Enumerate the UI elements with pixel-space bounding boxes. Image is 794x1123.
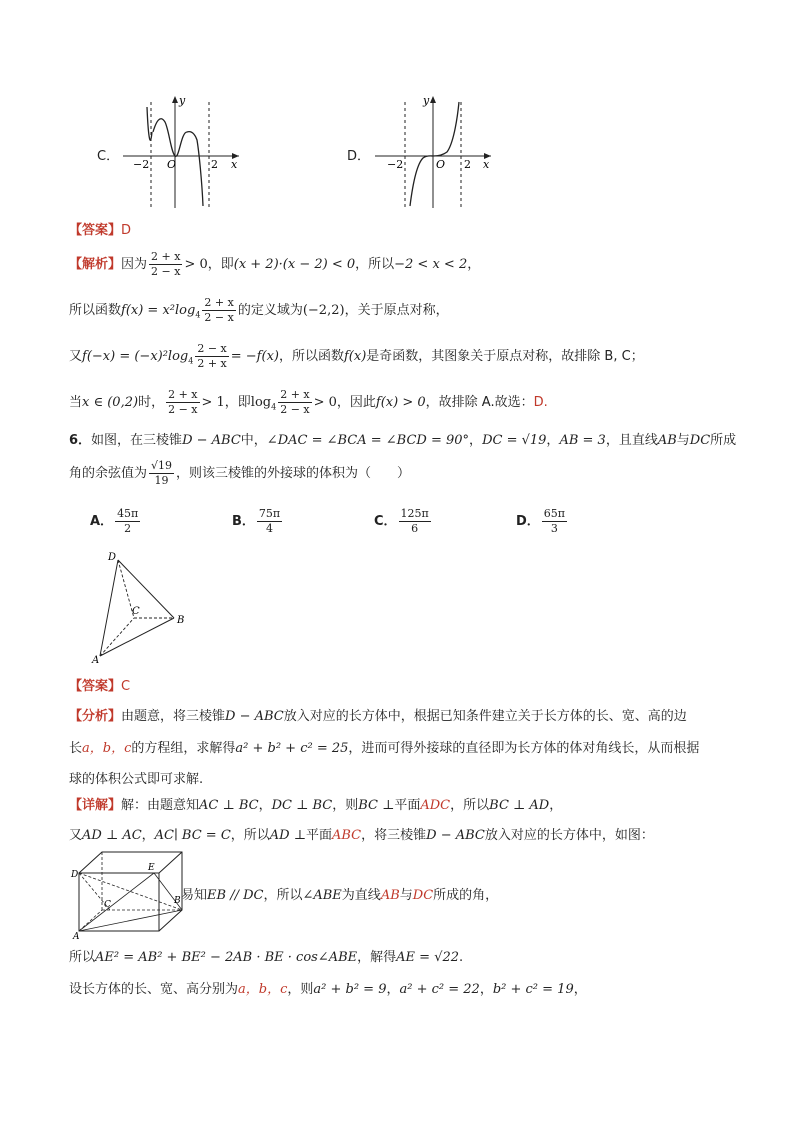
text: 如图，在三棱锥 (91, 433, 183, 448)
math: AE² = AB² + BE² − 2AB · BE · cos∠ABE (95, 950, 358, 965)
text: 中， (240, 433, 267, 448)
graph-d-origin-label: O (436, 158, 446, 171)
fraction-den: 19 (154, 474, 169, 487)
q6-option-b[interactable] (232, 507, 284, 536)
text: 又 (69, 828, 83, 843)
math: EB // DC (207, 888, 264, 903)
math: f(x) (344, 349, 367, 364)
text: 放入对应的长方体中，如图： (484, 828, 654, 843)
option-label: B． (232, 514, 255, 529)
vertex-b-label: B (177, 615, 185, 626)
q6-xiangjie-line-3 (181, 884, 498, 903)
fraction-num: 2 + x (280, 388, 310, 401)
graph-d (367, 92, 497, 212)
text: 又 (69, 349, 83, 364)
log-base: 4 (188, 356, 194, 366)
text: 易知 (181, 888, 208, 903)
fraction-den: 3 (550, 522, 558, 535)
math: a² + b² + c² = 25 (235, 741, 349, 756)
math: D − ABC (182, 433, 241, 448)
text: ， (467, 257, 481, 272)
graph-c-y-label: y (179, 94, 186, 107)
text: 的方程组，求解得 (131, 741, 236, 756)
fraction-den: 4 (266, 522, 274, 535)
text: ，所以函数 (278, 349, 344, 364)
option-label: C． (374, 514, 397, 529)
text: ，且直线 (605, 433, 658, 448)
text: ，则 (332, 798, 359, 813)
graph-c-minus2-label: −2 (133, 158, 150, 171)
q5-analysis-line-1 (69, 250, 480, 279)
q5-analysis-line-2 (69, 296, 449, 325)
text: ， (479, 982, 493, 997)
math: BC ⊥ (358, 798, 395, 813)
math: a² + b² = 9 (313, 982, 387, 997)
math: BC ⊥ AD (489, 798, 550, 813)
text: 是奇函数，其图象关于原点对称，故排除 B, C； (366, 349, 644, 364)
math: ABC (331, 828, 362, 843)
cuboid-a-label: A (73, 932, 80, 940)
text: ， (469, 433, 483, 448)
text: 长 (69, 741, 83, 756)
q6-fenxi-line-1 (69, 705, 687, 724)
fraction-num: 75π (258, 507, 281, 520)
fraction (166, 388, 199, 417)
text: ，所以 (230, 828, 270, 843)
text: 球的体积公式即可求解. (69, 772, 204, 787)
math: x ∈ (0,2) (82, 395, 139, 410)
text: ， (546, 433, 560, 448)
analysis-tag: 【解析】 (69, 257, 122, 272)
text: ， (549, 798, 563, 813)
q6-fenxi-line-3 (69, 768, 203, 787)
math: f(x) = x²log (121, 303, 196, 318)
math: AE = √22 (396, 950, 460, 965)
math: DC ⊥ BC (271, 798, 333, 813)
option-label: A． (90, 514, 114, 529)
option-d-label: D． (347, 149, 371, 164)
text: 为直线 (341, 888, 381, 903)
graph-c-origin-label: O (167, 158, 177, 171)
log-base: 4 (271, 402, 277, 412)
math: f(−x) = (−x)²log (82, 349, 189, 364)
fraction-num: 2 + x (151, 250, 181, 263)
text: 所以 (69, 950, 96, 965)
math: D − ABC (225, 709, 284, 724)
graph-d-x-label: x (483, 158, 490, 171)
math: a² + c² = 22 (399, 982, 480, 997)
text: 与 (399, 888, 413, 903)
option-value (399, 507, 431, 536)
q6-option-c[interactable] (374, 507, 433, 536)
fraction-num: 2 + x (204, 296, 234, 309)
answer-highlight: D. (533, 395, 548, 410)
graph-d-two-label: 2 (464, 158, 471, 171)
answer-tag: 【答案】 (69, 223, 122, 238)
cuboid-d-label: D (71, 870, 79, 880)
math: DC (412, 888, 434, 903)
q6-xiangjie-line-2 (69, 824, 654, 843)
fraction-num: √19 (151, 459, 173, 472)
math: a，b，c (82, 741, 132, 756)
q6-answer-line (69, 675, 130, 694)
answer-tag: 【答案】 (69, 679, 122, 694)
math: a，b，c (238, 982, 288, 997)
q6-xiangjie-line-4 (69, 946, 463, 965)
q6-xiangjie-line-1 (69, 794, 562, 813)
fraction-num: 45π (117, 507, 139, 520)
cuboid-e-label: E (148, 863, 155, 873)
text: ，关于原点对称， (344, 303, 449, 318)
log-base: 4 (195, 310, 201, 320)
text: 时， (138, 395, 165, 410)
vertex-c-label: C (132, 606, 140, 617)
text: ，所以 (263, 888, 303, 903)
math: AC∣ BC = C (154, 828, 231, 843)
math: AC ⊥ BC (199, 798, 259, 813)
text: 平面 (394, 798, 421, 813)
cuboid-c-label: C (104, 900, 111, 910)
math: f(x) > 0 (375, 395, 426, 410)
text: 因为 (121, 257, 148, 272)
cuboid-b-label: B (174, 896, 181, 906)
math: AD ⊥ (269, 828, 306, 843)
q6-option-d[interactable] (516, 507, 569, 536)
text: 解：由题意知 (121, 798, 200, 813)
text: ，所以 (355, 257, 395, 272)
question-number: 6． (69, 433, 92, 448)
fraction-den: 6 (411, 522, 419, 535)
graph-d-minus2-label: −2 (387, 158, 404, 171)
q5-analysis-line-4 (69, 388, 548, 417)
text: 由题意，将三棱锥 (121, 709, 226, 724)
text: > 0，即 (184, 257, 234, 272)
q5-answer-line (69, 219, 131, 238)
answer-value: C (121, 679, 131, 694)
graph-c-x-label: x (231, 158, 238, 171)
math: AD ⊥ AC (82, 828, 142, 843)
text: ，则该三棱锥的外接球的体积为（ ） (176, 466, 411, 481)
text: 所成 (710, 433, 737, 448)
fraction (278, 388, 311, 417)
math: > 1，即log (201, 395, 272, 410)
text: 当 (69, 395, 83, 410)
fraction-den: 2 + x (197, 357, 227, 370)
text: ， (141, 828, 155, 843)
text: ，将三棱锥 (361, 828, 427, 843)
option-c-label: C． (97, 149, 120, 164)
text: 所以函数 (69, 303, 122, 318)
graph-d-y-label: y (423, 94, 430, 107)
text: 的定义域为 (237, 303, 303, 318)
option-value (542, 507, 567, 536)
math: = −f(x) (230, 349, 279, 364)
text: ，故排除 A.故选： (425, 395, 534, 410)
graph-c (115, 92, 245, 212)
tetrahedron-figure (90, 548, 200, 668)
answer-value: D (121, 223, 132, 238)
vertex-a-label: A (92, 655, 100, 666)
text: ，进而可得外接球的直径即为长方体的体对角线长，从而根据 (348, 741, 700, 756)
text: 放入对应的长方体中，根据已知条件建立关于长方体的长、宽、高的边 (283, 709, 687, 724)
text: 角的余弦值为 (69, 466, 148, 481)
text: 与 (676, 433, 690, 448)
q6-xiangjie-line-5 (69, 978, 587, 997)
math: DC = √19 (482, 433, 547, 448)
text: ， (386, 982, 400, 997)
vertex-d-label: D (108, 552, 117, 563)
fraction-num: 2 + x (168, 388, 198, 401)
fraction-den: 2 (124, 522, 132, 535)
fraction-den: 2 − x (204, 311, 234, 324)
q6-option-a[interactable] (90, 507, 142, 536)
text: 设长方体的长、宽、高分别为 (69, 982, 239, 997)
text: ，所以 (450, 798, 490, 813)
math: > 0，因此 (313, 395, 376, 410)
math: −2 < x < 2 (394, 257, 468, 272)
fraction (149, 250, 182, 279)
fraction-num: 125π (400, 507, 429, 520)
graph-c-two-label: 2 (211, 158, 218, 171)
math: AB = 3 (559, 433, 606, 448)
q6-fenxi-line-2 (69, 737, 699, 756)
math: DC (689, 433, 711, 448)
math: ∠ABE (302, 888, 342, 903)
text: ， (573, 982, 587, 997)
fraction (149, 459, 174, 488)
math: ∠DAC = ∠BCA = ∠BCD = 90° (266, 433, 470, 448)
cuboid-figure (70, 848, 185, 940)
math: (−2,2) (302, 303, 345, 318)
text: 平面 (305, 828, 332, 843)
fraction-den: 2 − x (151, 265, 181, 278)
math: D − ABC (426, 828, 485, 843)
option-label: D． (516, 514, 540, 529)
text: ，解得 (357, 950, 397, 965)
math: AB (657, 433, 677, 448)
fraction-den: 2 − x (280, 403, 310, 416)
math: ADC (420, 798, 451, 813)
xiangjie-tag: 【详解】 (69, 798, 122, 813)
q5-analysis-line-3 (69, 342, 644, 371)
text: ， (258, 798, 272, 813)
fraction (195, 342, 228, 371)
option-value (115, 507, 140, 536)
q6-stem-line-1 (69, 429, 736, 448)
fraction-num: 65π (543, 507, 566, 520)
fraction-num: 2 − x (197, 342, 227, 355)
q6-stem-line-2 (69, 459, 410, 488)
fenxi-tag: 【分析】 (69, 709, 122, 724)
text: . (459, 950, 464, 965)
text: ，则 (287, 982, 314, 997)
option-value (257, 507, 282, 536)
fraction (202, 296, 235, 325)
math: AB (380, 888, 400, 903)
math: (x + 2)·(x − 2) < 0 (233, 257, 356, 272)
fraction-den: 2 − x (168, 403, 198, 416)
text: 所成的角， (433, 888, 499, 903)
math: b² + c² = 19 (492, 982, 574, 997)
